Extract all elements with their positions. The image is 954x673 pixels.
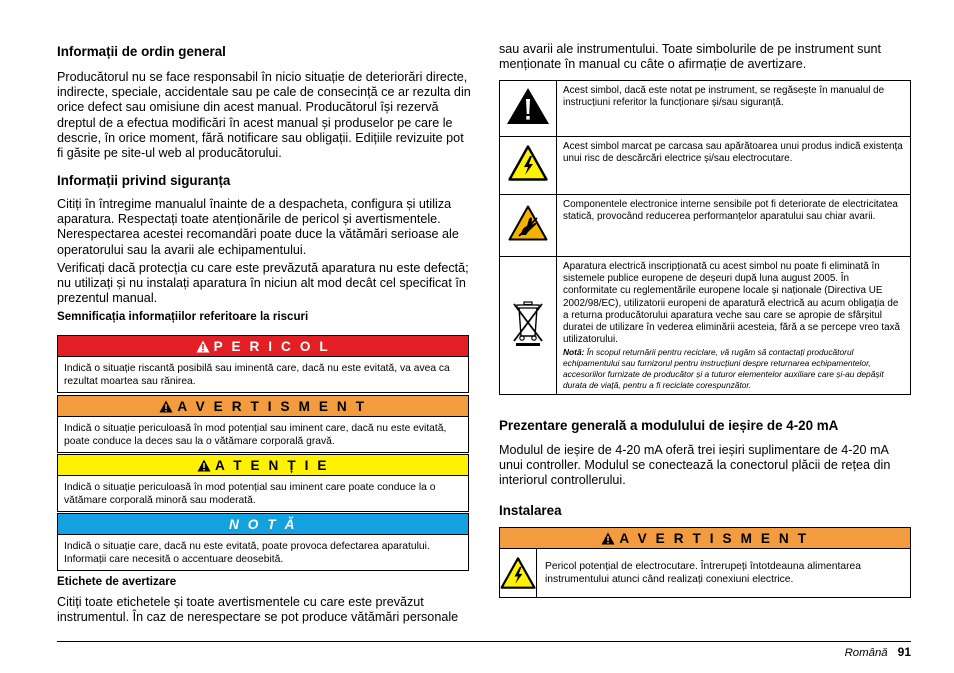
symbol-table [499, 80, 911, 395]
subsection-title-risk-meaning: Semnificația informațiilor referitoare la riscuri [57, 310, 309, 323]
section-title-installation: Instalarea [499, 503, 562, 518]
esd-sensitive-icon [508, 205, 548, 241]
page-footer [845, 645, 911, 659]
weee-note-label: Notă: [563, 347, 585, 358]
section-title-module-overview: Prezentare generală a modulului de ieșire de 4-20 mA [499, 418, 839, 433]
weee-note [563, 347, 905, 391]
electrical-hazard-icon [500, 557, 536, 589]
installation-warning-label: A V E R T I S M E N T [619, 530, 809, 546]
warning-triangle-icon [196, 340, 210, 353]
pericol-label: P E R I C O L [213, 338, 331, 354]
nota-box [57, 513, 469, 571]
weee-crossed-bin-icon [511, 299, 545, 347]
table-row [500, 137, 911, 195]
warning-triangle-icon [505, 86, 551, 126]
avertisment-label: A V E R T I S M E N T [177, 398, 367, 414]
safety-paragraph-2: Verificați dacă protecția cu care este prevăzută aparatura nu este defectă; nu utilizați și nu instalați aparatura în niciun alt mod decât cel specificat în prezentul manual. [57, 261, 469, 306]
page-number: 91 [897, 645, 911, 659]
atentie-box [57, 454, 469, 512]
symbol-text: Componentele electronice interne sensibile pot fi deteriorate de electricitatea statică, provocând reducerea performanțelor aparatului sau chiar avarii. [557, 195, 911, 257]
weee-note-text: În scopul returnării pentru reciclare, vă rugăm să contactați producătorul echipamentului sau furnizorul pentru instrucțiuni despre returnarea echipamentelor, accesoriilor furnizate de producător și a tuturor elementelor auxiliare care și-au depășit durata de viață, pentru a fi reciclate corespunzător. [563, 347, 884, 391]
pericol-box [57, 335, 469, 393]
warning-triangle-icon [197, 459, 211, 472]
atentie-label: A T E N Ț I E [214, 457, 330, 473]
installation-warning-text: Pericol potențial de electrocutare. Întrerupeți întotdeauna alimentarea instrumentului atunci când realizați conexiuni electrice. [545, 560, 861, 585]
symbol-text [557, 257, 911, 395]
nota-header [58, 514, 468, 535]
general-info-paragraph: Producătorul nu se face responsabil în nicio situație de deteriorări directe, indirecte, speciale, accidentale sau pe cale de consecință ce ar rezulta din orice defect sau omisiune din acest manual. Producătorul își rezervă dreptul de a efectua modificări în acest manual și produselor pe care le descrie, în orice moment, fără notificare sau obligații. Edițiile revizuite pot fi găsite pe site-ul web al producătorului. [57, 70, 471, 161]
footer-divider [57, 641, 911, 642]
avertisment-box [57, 395, 469, 453]
symbol-text: Acest simbol, dacă este notat pe instrument, se regăsește în manualul de instrucțiuni referitor la funcționare și/sau siguranță. [557, 81, 911, 137]
symbol-text: Acest simbol marcat pe carcasa sau apărătoarea unui produs indică existența unui risc de descărcări electrice și/sau electrocutare. [557, 137, 911, 195]
table-row [500, 195, 911, 257]
warning-triangle-icon [159, 400, 173, 413]
warning-labels-continued: sau avarii ale instrumentului. Toate simbolurile de pe instrument sunt menționate în manual cu câte o afirmație de avertizare. [499, 42, 881, 72]
atentie-text: Indică o situație periculoasă în mod potențial sau iminent care poate conduce la o vătămare corporală minoră sau moderată. [64, 482, 436, 507]
footer-language: Română [844, 647, 888, 659]
safety-paragraph-1: Citiți în întregime manualul înainte de a despacheta, configura și utiliza aparatura. Respectați toate atenționările de pericol și avertismentele. Nerespectarea acestei recomandări poate duce la vătămări serioase ale operatorului sau la avarii ale echipamentului. [57, 197, 459, 257]
avertisment-header [58, 396, 468, 417]
table-row [500, 257, 911, 395]
installation-warning-box [499, 527, 911, 598]
nota-text: Indică o situație care, dacă nu este evitată, poate provoca defectarea aparatului. Informații care necesită o accentuare deosebită. [64, 541, 430, 566]
pericol-text: Indică o situație riscantă posibilă sau iminentă care, dacă nu este evitată, va avea ca rezultat moartea sau rănirea. [64, 363, 450, 388]
section-title-safety-info: Informații privind siguranța [57, 173, 231, 188]
section-title-general-info: Informații de ordin general [57, 44, 226, 59]
nota-label: N O T Ă [228, 516, 298, 532]
weee-text: Aparatura electrică inscripționată cu acest simbol nu poate fi eliminată în sistemele publice europene de deșeuri după luna august 2005. În conformitate cu reglementările europene locale și naționale (Directiva UE 2002/98/EC), utilizatorii europeni de aparatură electrică au acum obligația de a returna producătorului aparatura veche sau care se apropie de sfârșitul duratei de utilizare în vederea eliminării acesteia, fără a se percepe vreo taxă utilizatorului. [563, 261, 901, 346]
avertisment-text: Indică o situație periculoasă în mod potențial sau iminent care, dacă nu este evitată, poate conduce la deces sau la o vătămare corporală gravă. [64, 423, 447, 448]
warning-triangle-icon [601, 532, 615, 545]
installation-warning-header [500, 528, 910, 549]
atentie-header [58, 455, 468, 476]
electrical-hazard-icon [508, 145, 548, 181]
module-overview-paragraph: Modulul de ieșire de 4-20 mA oferă trei ieșiri suplimentare de 4-20 mA unui controller. Modulul se conectează la conectorul plăcii de rețea din interiorul controllerului. [499, 443, 891, 488]
subsection-title-warning-labels: Etichete de avertizare [57, 575, 177, 588]
warning-labels-paragraph: Citiți toate etichetele și toate avertismentele cu care este prevăzut instrumentul. În caz de nerespectare se pot produce vătămări personale [57, 595, 459, 625]
pericol-header [58, 336, 468, 357]
table-row [500, 81, 911, 137]
